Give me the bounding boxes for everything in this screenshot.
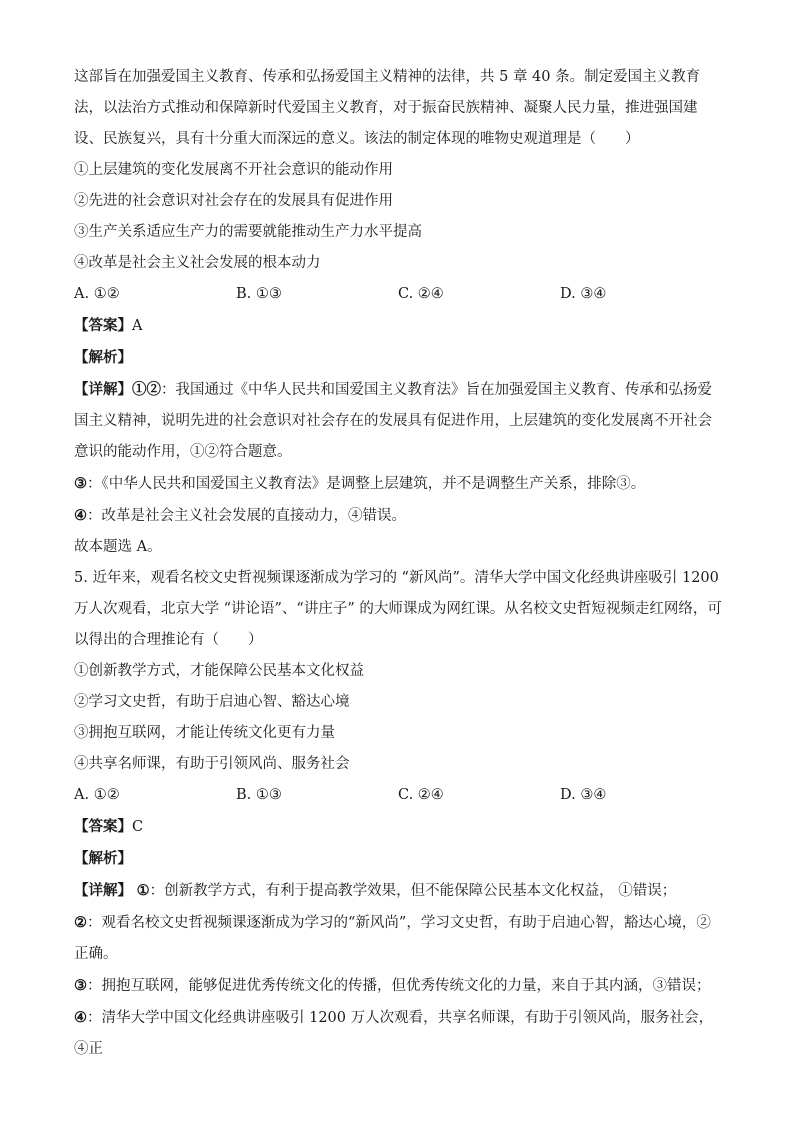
q5-detail-1 xyxy=(74,875,724,907)
q4-detail-2 xyxy=(74,468,724,500)
q4-option-a: A. ①② xyxy=(74,286,120,302)
q4-detail-3 xyxy=(74,500,724,532)
q4-item-2: ②先进的社会意识对社会存在的发展具有促进作用 xyxy=(74,193,393,209)
q4-options xyxy=(74,279,724,310)
q5-option-c: C. ②④ xyxy=(398,787,444,803)
q4-stem: 这部旨在加强爱国主义教育、传承和弘扬爱国主义精神的法律，共 5 章 40 条。制定爱国主义教育法，以法治方式推动和保障新时代爱国主义教育，对于振奋民族精神、凝聚人民力量，推进强国建设、民族复兴，具有十分重大而深远的意义。该法的制定体现的唯物史观道理是（ ） xyxy=(74,69,701,147)
q5-detail-tag: 【详解】 xyxy=(74,882,132,899)
q5-detail-2-mark: ② xyxy=(74,914,87,931)
q4-option-c: C. ②④ xyxy=(398,286,444,302)
q4-option-b: B. ①③ xyxy=(236,286,282,302)
q5-item-2: ②学习文史哲，有助于启迪心智、豁达心境 xyxy=(74,694,350,710)
q4-item-4: ④改革是社会主义社会发展的根本动力 xyxy=(74,255,321,271)
q5-detail-3-text: ：拥抱互联网，能够促进优秀传统文化的传播，但优秀传统文化的力量，来自于其内涵，③错误； xyxy=(87,978,711,994)
q4-detail-1 xyxy=(74,374,724,468)
q4-detail-2-text: ：《中华人民共和国爱国主义教育法》是调整上层建筑，并不是调整生产关系，排除③。 xyxy=(87,476,646,492)
q4-detail-3-text: ：改革是社会主义社会发展的直接动力，④错误。 xyxy=(87,508,406,524)
q4-detail-1-text: ：我国通过《中华人民共和国爱国主义教育法》旨在加强爱国主义教育、传承和弘扬爱国主义精神，说明先进的社会意识对社会存在的发展具有促进作用，上层建筑的变化发展离不开社会意识的能动作用，①②符合题意。 xyxy=(74,382,712,460)
q4-answer-tag: 【答案】 xyxy=(74,317,132,334)
q4-conclusion: 故本题选 A。 xyxy=(74,539,162,555)
q5-detail-3 xyxy=(74,970,724,1002)
q5-answer xyxy=(74,811,724,843)
q4-item-3: ③生产关系适应生产力的需要就能推动生产力水平提高 xyxy=(74,224,422,240)
q4-analysis-tag: 【解析】 xyxy=(74,349,132,366)
q5-answer-value: C xyxy=(132,819,144,835)
q5-option-a: A. ①② xyxy=(74,787,120,803)
q5-stem: 5. 近年来，观看名校文史哲视频课逐渐成为学习的 “新风尚”。清华大学中国文化经典讲座吸引 1200 万人次观看，北京大学 “讲论语”、“讲庄子” 的大师课成为网红课。从名校文史哲短视频走红网络，可以得出的合理推论有（ ） xyxy=(74,570,722,648)
q5-analysis-tag: 【解析】 xyxy=(74,850,132,867)
q4-detail-2-mark: ③ xyxy=(74,475,87,492)
q5-answer-tag: 【答案】 xyxy=(74,818,132,835)
q4-detail-tag: 【详解】 xyxy=(74,381,132,398)
q5-detail-2 xyxy=(74,907,724,970)
q5-item-4: ④共享名师课，有助于引领风尚、服务社会 xyxy=(74,756,350,772)
q4-item-1: ①上层建筑的变化发展离不开社会意识的能动作用 xyxy=(74,162,393,178)
q5-detail-4 xyxy=(74,1002,724,1065)
q5-detail-4-text: ：清华大学中国文化经典讲座吸引 1200 万人次观看，共享名师课，有助于引领风尚，服务社会，④正 xyxy=(74,1010,714,1057)
q5-detail-1-text: ：创新教学方式，有利于提高教学效果，但不能保障公民基本文化权益， ①错误； xyxy=(149,883,677,899)
q5-detail-2-text: ：观看名校文史哲视频课逐渐成为学习的“新风尚”，学习文史哲，有助于启迪心智，豁达心境，②正确。 xyxy=(74,915,711,962)
q5-option-d: D. ③④ xyxy=(560,787,607,803)
q4-answer xyxy=(74,310,724,342)
q5-item-1: ①创新教学方式，才能保障公民基本文化权益 xyxy=(74,663,364,679)
q5-detail-4-mark: ④ xyxy=(74,1009,87,1026)
q5-option-b: B. ①③ xyxy=(236,787,282,803)
q5-detail-3-mark: ③ xyxy=(74,977,87,994)
q4-answer-value: A xyxy=(132,318,143,334)
q5-item-3: ③拥抱互联网，才能让传统文化更有力量 xyxy=(74,725,335,741)
q5-options xyxy=(74,780,724,811)
q4-option-d: D. ③④ xyxy=(560,286,607,302)
q4-detail-3-mark: ④ xyxy=(74,507,87,524)
q4-detail-1-mark: ①② xyxy=(132,381,161,398)
q5-detail-1-mark: ① xyxy=(136,882,150,899)
page-content xyxy=(74,62,724,1065)
